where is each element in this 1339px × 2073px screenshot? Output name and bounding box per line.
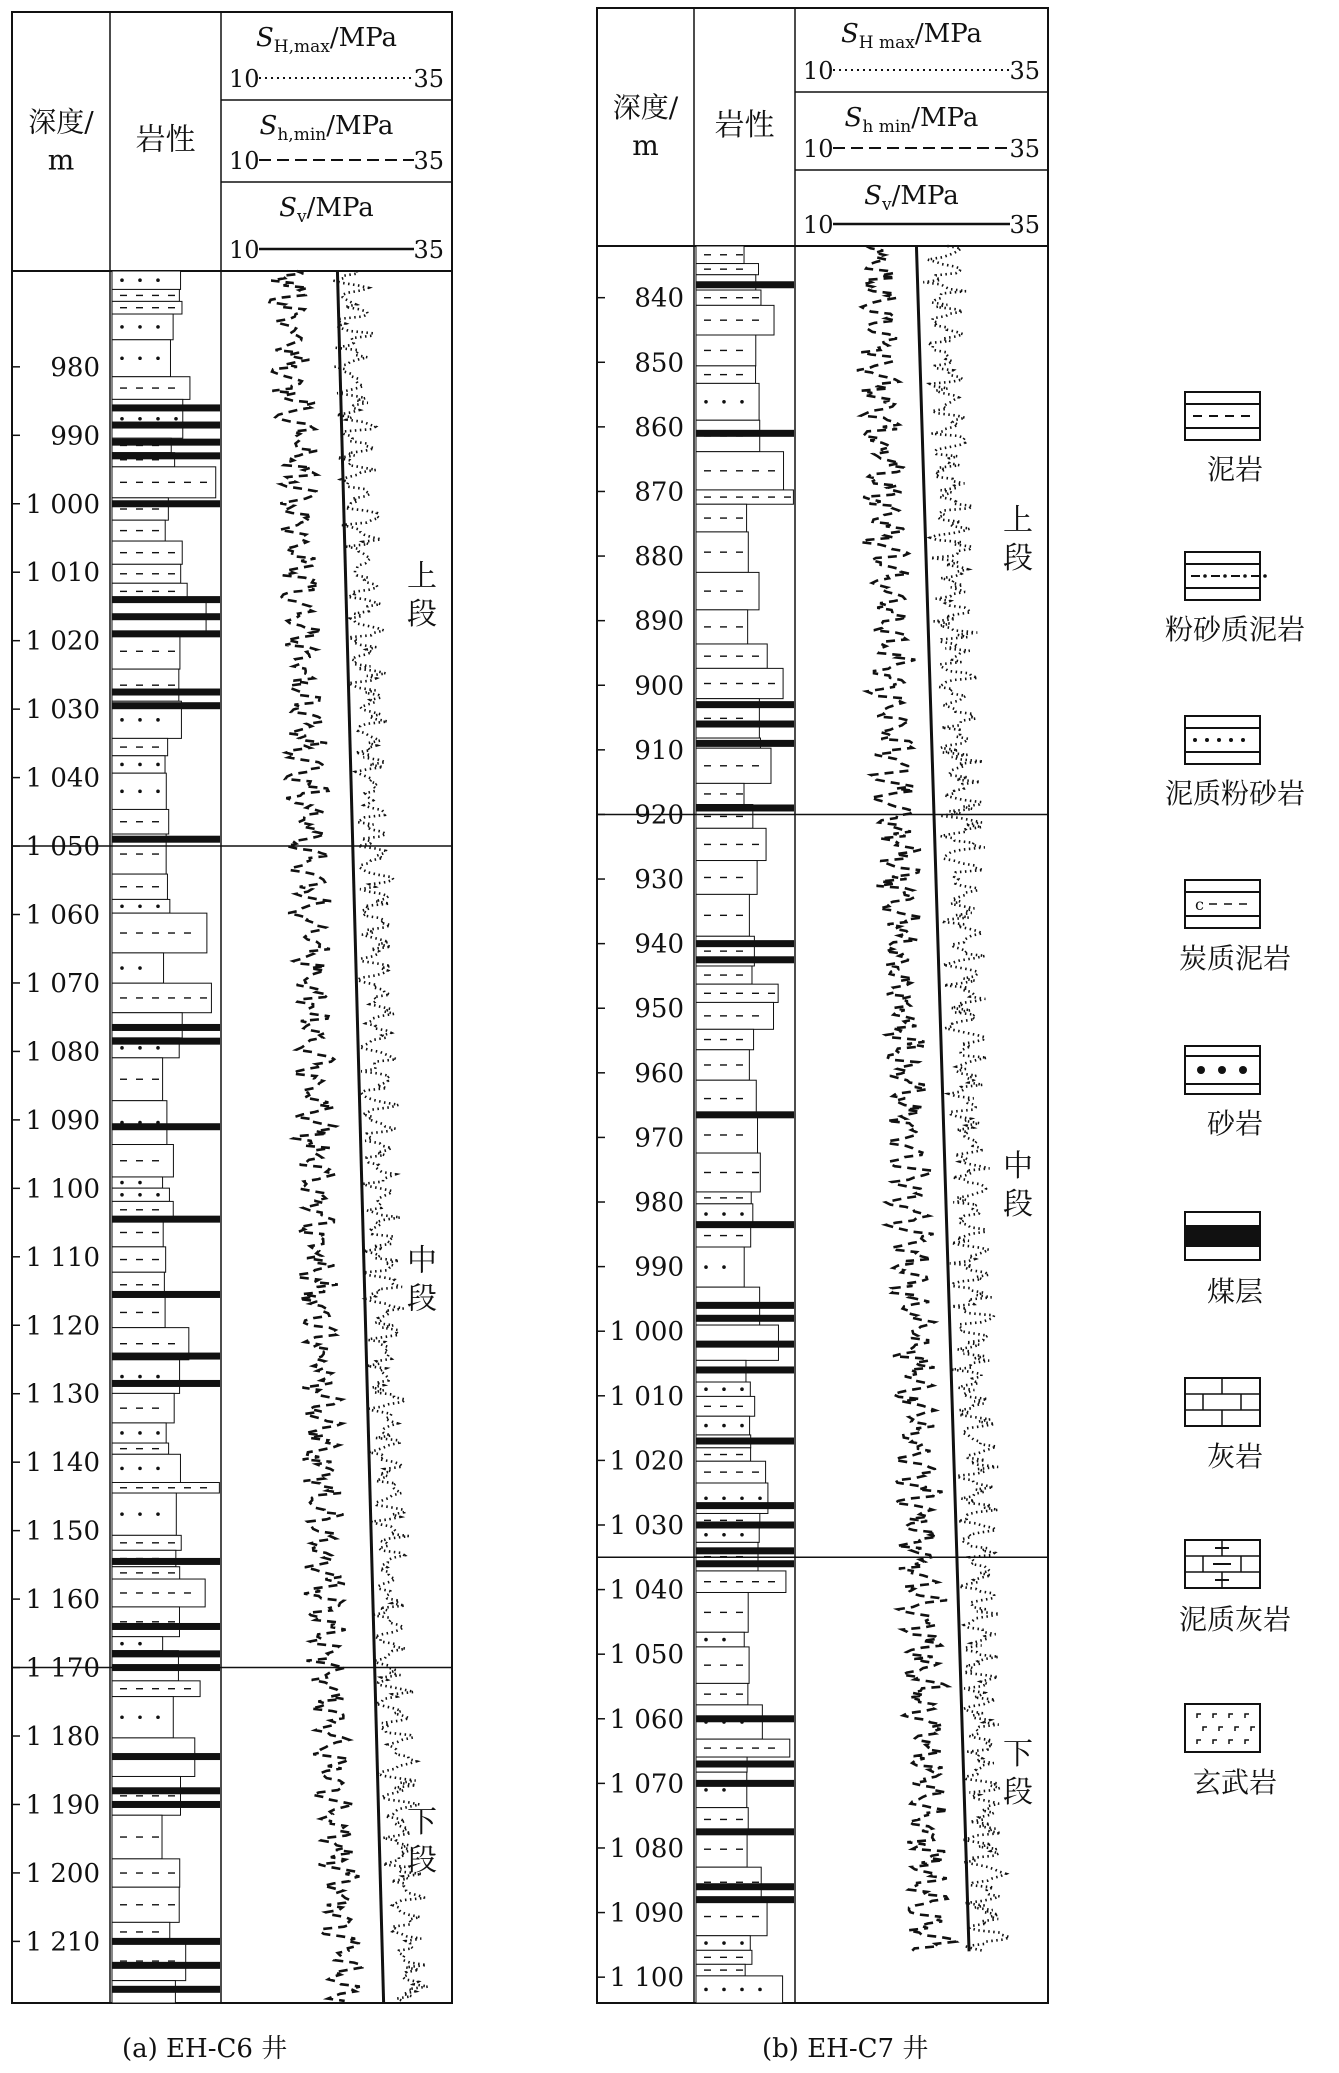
sand-dot: [120, 278, 124, 282]
legend-c-mark: c: [1195, 895, 1204, 914]
sand-dot: [740, 1941, 744, 1945]
sand-dot: [704, 1387, 708, 1391]
sand-dot: [138, 790, 142, 794]
coal-seam: [112, 702, 220, 709]
track-scale-max: 35: [413, 65, 444, 93]
sand-dot: [740, 1212, 744, 1216]
sv-line: [337, 271, 383, 2003]
coal-seam: [112, 1024, 220, 1031]
sand-dot: [138, 1375, 142, 1379]
shmax-curve: [334, 271, 429, 2001]
sand-dot: [704, 1496, 708, 1500]
coal-seam: [112, 1291, 220, 1298]
sand-dot: [722, 1424, 726, 1428]
panel-frame: [12, 12, 452, 2003]
depth-tick-label: 1 050: [25, 832, 100, 863]
sand-dot: [120, 1181, 124, 1185]
sand-dot: [120, 1431, 124, 1435]
sand-dot: [704, 1788, 708, 1792]
sand-dot: [138, 1193, 142, 1197]
depth-tick-label: 1 030: [609, 1510, 684, 1541]
lithology-bed: [112, 1177, 163, 1188]
legend-coal-band: [1185, 1225, 1260, 1247]
sand-dot: [740, 400, 744, 404]
coal-seam: [112, 500, 220, 507]
sand-dot: [138, 1467, 142, 1471]
lithology-header: 岩性: [135, 122, 196, 158]
coal-seam: [696, 940, 794, 947]
sand-dot: [138, 356, 142, 360]
sand-dot: [722, 1788, 726, 1792]
segment-label-2: 段: [407, 1842, 437, 1878]
coal-seam: [696, 1302, 794, 1309]
sand-dot: [120, 1642, 124, 1646]
segment-label-1: 中: [407, 1243, 437, 1279]
legend-symbol-limestone: [1185, 1378, 1260, 1426]
segment-label-2: 下: [1003, 1736, 1033, 1772]
depth-tick-label: 1 090: [25, 1105, 100, 1136]
coal-seam: [112, 1787, 220, 1794]
sand-dot: [722, 1941, 726, 1945]
coal-seam: [696, 1828, 794, 1835]
sand-dot: [722, 1988, 726, 1992]
coal-seam: [696, 1438, 794, 1445]
legend-dot: [1241, 738, 1245, 742]
lithology-bed: [112, 953, 164, 983]
track-scale-max: 35: [1009, 211, 1040, 239]
depth-tick-label: 980: [50, 352, 100, 383]
sand-dot: [120, 417, 124, 421]
legend-symbol-muddy-siltstone: [1185, 716, 1260, 764]
depth-tick-label: 910: [634, 735, 684, 766]
caption-b: (b) EH-C7 井: [762, 2034, 929, 2064]
depth-tick-label: 1 040: [609, 1575, 684, 1606]
coal-seam: [112, 404, 220, 411]
coal-seam: [696, 1715, 794, 1722]
depth-tick-label: 1 030: [25, 695, 100, 726]
coal-seam: [112, 630, 220, 637]
sand-dot: [758, 1988, 762, 1992]
coal-seam: [696, 281, 794, 288]
segment-label-0: 上: [1003, 503, 1033, 539]
coal-seam: [696, 701, 794, 708]
depth-tick-label: 1 080: [609, 1833, 684, 1864]
legend-box: [1185, 1704, 1260, 1752]
track-title-1: $S_{h min}$/MPa: [844, 103, 979, 137]
sand-dot: [138, 904, 142, 908]
sand-dot: [120, 1512, 124, 1516]
coal-seam: [696, 1883, 794, 1890]
coal-seam: [696, 804, 794, 811]
coal-seam: [112, 1216, 220, 1223]
coal-seam: [112, 1558, 220, 1565]
legend-label-mudstone: 泥岩: [1206, 453, 1263, 486]
sand-dot: [740, 1988, 744, 1992]
depth-tick-label: 1 150: [25, 1516, 100, 1547]
sand-dot: [740, 1496, 744, 1500]
depth-tick-label: 940: [634, 929, 684, 960]
coal-seam: [112, 1353, 220, 1360]
track-scale-min: 10: [803, 135, 834, 163]
sand-dot: [156, 356, 160, 360]
sand-dot: [138, 966, 142, 970]
depth-tick-label: 1 070: [25, 968, 100, 999]
legend-symbol-sandstone: [1185, 1046, 1260, 1094]
depth-tick-label: 1 010: [25, 558, 100, 589]
sand-dot: [156, 1715, 160, 1719]
coal-seam: [112, 1801, 220, 1808]
coal-seam: [112, 1986, 220, 1993]
track-title-1: $S_{h,min}$/MPa: [259, 111, 394, 145]
depth-tick-label: 1 060: [25, 900, 100, 931]
sand-dot: [722, 400, 726, 404]
segment-label-1: 段: [407, 1281, 437, 1317]
shmax-curve: [923, 246, 1009, 1951]
track-scale-min: 10: [229, 236, 260, 264]
sand-dot: [722, 1638, 726, 1642]
coal-seam: [112, 1623, 220, 1630]
sand-dot: [758, 1496, 762, 1500]
sand-dot: [156, 1467, 160, 1471]
sand-dot: [704, 400, 708, 404]
legend-dot: [1205, 738, 1209, 742]
depth-tick-label: 1 000: [25, 489, 100, 520]
stress-curves: [857, 246, 1010, 1951]
lithology-bed: [112, 1637, 163, 1651]
coal-seam: [696, 956, 794, 963]
sand-dot: [156, 325, 160, 329]
legend-dot: [1197, 1066, 1205, 1074]
sand-dot: [156, 904, 160, 908]
lithology-bed: [696, 1976, 783, 2003]
sand-dot: [722, 1265, 726, 1269]
legend-label-silty-mudstone: 粉砂质泥岩: [1164, 613, 1305, 646]
sv-line: [916, 246, 969, 1951]
depth-tick-label: 1 020: [25, 626, 100, 657]
segment-label-1: 中: [1003, 1149, 1033, 1185]
track-title-2: $S_v$/MPa: [279, 193, 374, 227]
sand-dot: [120, 1193, 124, 1197]
sand-dot: [138, 763, 142, 767]
depth-tick-label: 970: [634, 1123, 684, 1154]
coal-seam: [696, 1896, 794, 1903]
shmin-curve: [270, 271, 363, 2001]
coal-seam: [112, 439, 220, 446]
coal-seam: [112, 1938, 220, 1945]
depth-tick-label: 920: [634, 800, 684, 831]
legend-dot: [1193, 738, 1197, 742]
track-scale-max: 35: [1009, 57, 1040, 85]
sand-dot: [120, 718, 124, 722]
sand-dot: [156, 1193, 160, 1197]
depth-tick-label: 1 040: [25, 763, 100, 794]
legend-dot: [1203, 574, 1207, 578]
segment-label-1: 段: [1003, 1187, 1033, 1223]
segment-label-0: 段: [407, 596, 437, 632]
sand-dot: [156, 1375, 160, 1379]
segment-label-0: 上: [407, 558, 437, 594]
sand-dot: [138, 718, 142, 722]
coal-seam: [696, 740, 794, 747]
caption-a: (a) EH-C6 井: [122, 2034, 288, 2064]
sand-dot: [120, 325, 124, 329]
coal-seam: [696, 1111, 794, 1118]
coal-seam: [696, 1521, 794, 1528]
depth-tick-label: 1 010: [609, 1381, 684, 1412]
track-scale-min: 10: [803, 211, 834, 239]
sand-dot: [156, 1512, 160, 1516]
legend-dot: [1223, 574, 1227, 578]
depth-tick-label: 900: [634, 671, 684, 702]
depth-tick-label: 890: [634, 606, 684, 637]
depth-tick-label: 1 020: [609, 1446, 684, 1477]
depth-tick-label: 950: [634, 994, 684, 1025]
sand-dot: [704, 1533, 708, 1537]
legend-dot: [1263, 574, 1267, 578]
sand-dot: [138, 278, 142, 282]
sand-dot: [722, 1533, 726, 1537]
sand-dot: [138, 1431, 142, 1435]
legend-dot: [1217, 738, 1221, 742]
coal-seam: [696, 1366, 794, 1373]
depth-unit: m: [47, 143, 75, 177]
coal-seam: [696, 1760, 794, 1767]
coal-seam: [112, 613, 220, 620]
coal-seam: [696, 1221, 794, 1228]
sand-dot: [120, 790, 124, 794]
depth-tick-label: 1 210: [25, 1927, 100, 1958]
legend-label-basalt: 玄武岩: [1192, 1766, 1277, 1799]
coal-seam: [112, 1380, 220, 1387]
sand-dot: [740, 1424, 744, 1428]
depth-tick-label: 960: [634, 1058, 684, 1089]
stress-curves: [270, 271, 428, 2003]
legend-symbol-silty-mudstone: [1185, 552, 1267, 600]
sand-dot: [156, 790, 160, 794]
sand-dot: [156, 278, 160, 282]
track-scale-max: 35: [413, 236, 444, 264]
sand-dot: [138, 325, 142, 329]
depth-unit: m: [632, 129, 659, 162]
coal-seam: [696, 1547, 794, 1554]
coal-seam: [696, 1780, 794, 1787]
depth-tick-label: 990: [634, 1252, 684, 1283]
coal-seam: [112, 422, 220, 429]
lithology-log: [696, 246, 794, 2003]
sand-dot: [120, 966, 124, 970]
sand-dot: [704, 1212, 708, 1216]
sand-dot: [704, 1638, 708, 1642]
legend-dot: [1218, 1066, 1226, 1074]
coal-seam: [696, 721, 794, 728]
track-title-0: $S_{H max}$/MPa: [840, 19, 983, 53]
coal-seam: [696, 1315, 794, 1322]
depth-tick-label: 990: [50, 421, 100, 452]
coal-seam: [696, 1502, 794, 1509]
legend-symbol-mudstone: [1185, 392, 1260, 440]
sand-dot: [722, 1212, 726, 1216]
coal-seam: [112, 1123, 220, 1130]
track-title-2: $S_v$/MPa: [864, 181, 959, 215]
sand-dot: [138, 1715, 142, 1719]
depth-header: 深度/: [612, 91, 679, 124]
depth-tick-label: 1 090: [609, 1898, 684, 1929]
depth-tick-label: 1 120: [25, 1311, 100, 1342]
sand-dot: [156, 1046, 160, 1050]
sand-dot: [120, 1715, 124, 1719]
depth-tick-label: 840: [634, 283, 684, 314]
coal-seam: [696, 1341, 794, 1348]
sand-dot: [722, 1496, 726, 1500]
segment-label-2: 段: [1003, 1774, 1033, 1810]
sand-dot: [138, 1181, 142, 1185]
lithology-log: [112, 271, 220, 2003]
sand-dot: [138, 1046, 142, 1050]
sand-dot: [704, 1265, 708, 1269]
legend-symbol-carbonaceous-mudstone: [1185, 880, 1260, 928]
depth-tick-label: 1 190: [25, 1790, 100, 1821]
coal-seam: [696, 430, 794, 437]
track-scale-min: 10: [803, 57, 834, 85]
legend-label-carbonaceous-mudstone: 炭质泥岩: [1178, 942, 1291, 975]
legend-label-sandstone: 砂岩: [1206, 1107, 1263, 1140]
depth-tick-label: 1 060: [609, 1704, 684, 1735]
sand-dot: [174, 417, 178, 421]
legend-symbol-muddy-limestone: [1185, 1540, 1260, 1588]
depth-tick-label: 1 070: [609, 1769, 684, 1800]
lithology-bed: [696, 1632, 744, 1647]
depth-tick-label: 850: [634, 348, 684, 379]
segment-label-2: 下: [407, 1804, 437, 1840]
coal-seam: [112, 689, 220, 696]
depth-tick-label: 1 110: [25, 1242, 100, 1273]
sand-dot: [156, 1431, 160, 1435]
depth-tick-label: 1 160: [25, 1585, 100, 1616]
sand-dot: [120, 1046, 124, 1050]
sand-dot: [138, 1642, 142, 1646]
depth-tick-label: 1 000: [609, 1317, 684, 1348]
sand-dot: [704, 1988, 708, 1992]
sand-dot: [722, 1387, 726, 1391]
lithology-legend: [1185, 392, 1267, 1752]
depth-tick-label: 880: [634, 542, 684, 573]
legend-label-limestone: 灰岩: [1206, 1440, 1263, 1473]
sand-dot: [704, 1424, 708, 1428]
sand-dot: [740, 1387, 744, 1391]
track-scale-max: 35: [413, 147, 444, 175]
coal-seam: [112, 836, 220, 843]
coal-seam: [112, 452, 220, 459]
segment-label-0: 段: [1003, 541, 1033, 577]
depth-tick-label: 1 050: [609, 1640, 684, 1671]
sand-dot: [120, 904, 124, 908]
depth-tick-label: 1 200: [25, 1858, 100, 1889]
legend-label-coal: 煤层: [1206, 1275, 1263, 1308]
legend-label-muddy-limestone: 泥质灰岩: [1178, 1603, 1291, 1636]
depth-tick-label: 1 080: [25, 1037, 100, 1068]
lithology-bed: [696, 1772, 747, 1807]
sand-dot: [156, 763, 160, 767]
track-title-0: $S_{H,max}$/MPa: [255, 23, 398, 57]
coal-seam: [112, 1753, 220, 1760]
legend-symbol-coal: [1185, 1212, 1260, 1260]
coal-seam: [112, 596, 220, 603]
depth-tick-label: 860: [634, 412, 684, 443]
sand-dot: [120, 1467, 124, 1471]
depth-tick-label: 1 140: [25, 1448, 100, 1479]
legend-dot: [1239, 1066, 1247, 1074]
legend-dot: [1243, 574, 1247, 578]
depth-tick-label: 1 130: [25, 1379, 100, 1410]
coal-seam: [112, 1038, 220, 1045]
sand-dot: [156, 718, 160, 722]
depth-tick-label: 1 180: [25, 1722, 100, 1753]
sand-dot: [120, 356, 124, 360]
lithology-bed: [696, 1247, 744, 1287]
depth-header: 深度/: [28, 105, 94, 139]
track-scale-min: 10: [229, 65, 260, 93]
coal-seam: [112, 1962, 220, 1969]
legend-label-muddy-siltstone: 泥质粉砂岩: [1164, 777, 1305, 810]
well-panel-b: [597, 8, 1048, 2003]
track-scale-min: 10: [229, 147, 260, 175]
lithology-header: 岩性: [714, 108, 775, 143]
coal-seam: [112, 1650, 220, 1657]
well-panel-a: [12, 12, 452, 2003]
depth-tick-label: 1 100: [25, 1174, 100, 1205]
sand-dot: [138, 417, 142, 421]
depth-tick-label: 870: [634, 477, 684, 508]
sand-dot: [704, 1941, 708, 1945]
depth-tick-label: 1 170: [25, 1653, 100, 1684]
coal-seam: [696, 1560, 794, 1567]
depth-tick-label: 930: [634, 865, 684, 896]
legend-symbol-basalt: [1185, 1704, 1260, 1752]
legend-dot: [1229, 738, 1233, 742]
sand-dot: [138, 1512, 142, 1516]
sand-dot: [120, 1375, 124, 1379]
sand-dot: [120, 763, 124, 767]
sand-dot: [740, 1533, 744, 1537]
track-scale-max: 35: [1009, 135, 1040, 163]
depth-tick-label: 1 100: [609, 1963, 684, 1994]
sand-dot: [156, 417, 160, 421]
depth-tick-label: 980: [634, 1188, 684, 1219]
